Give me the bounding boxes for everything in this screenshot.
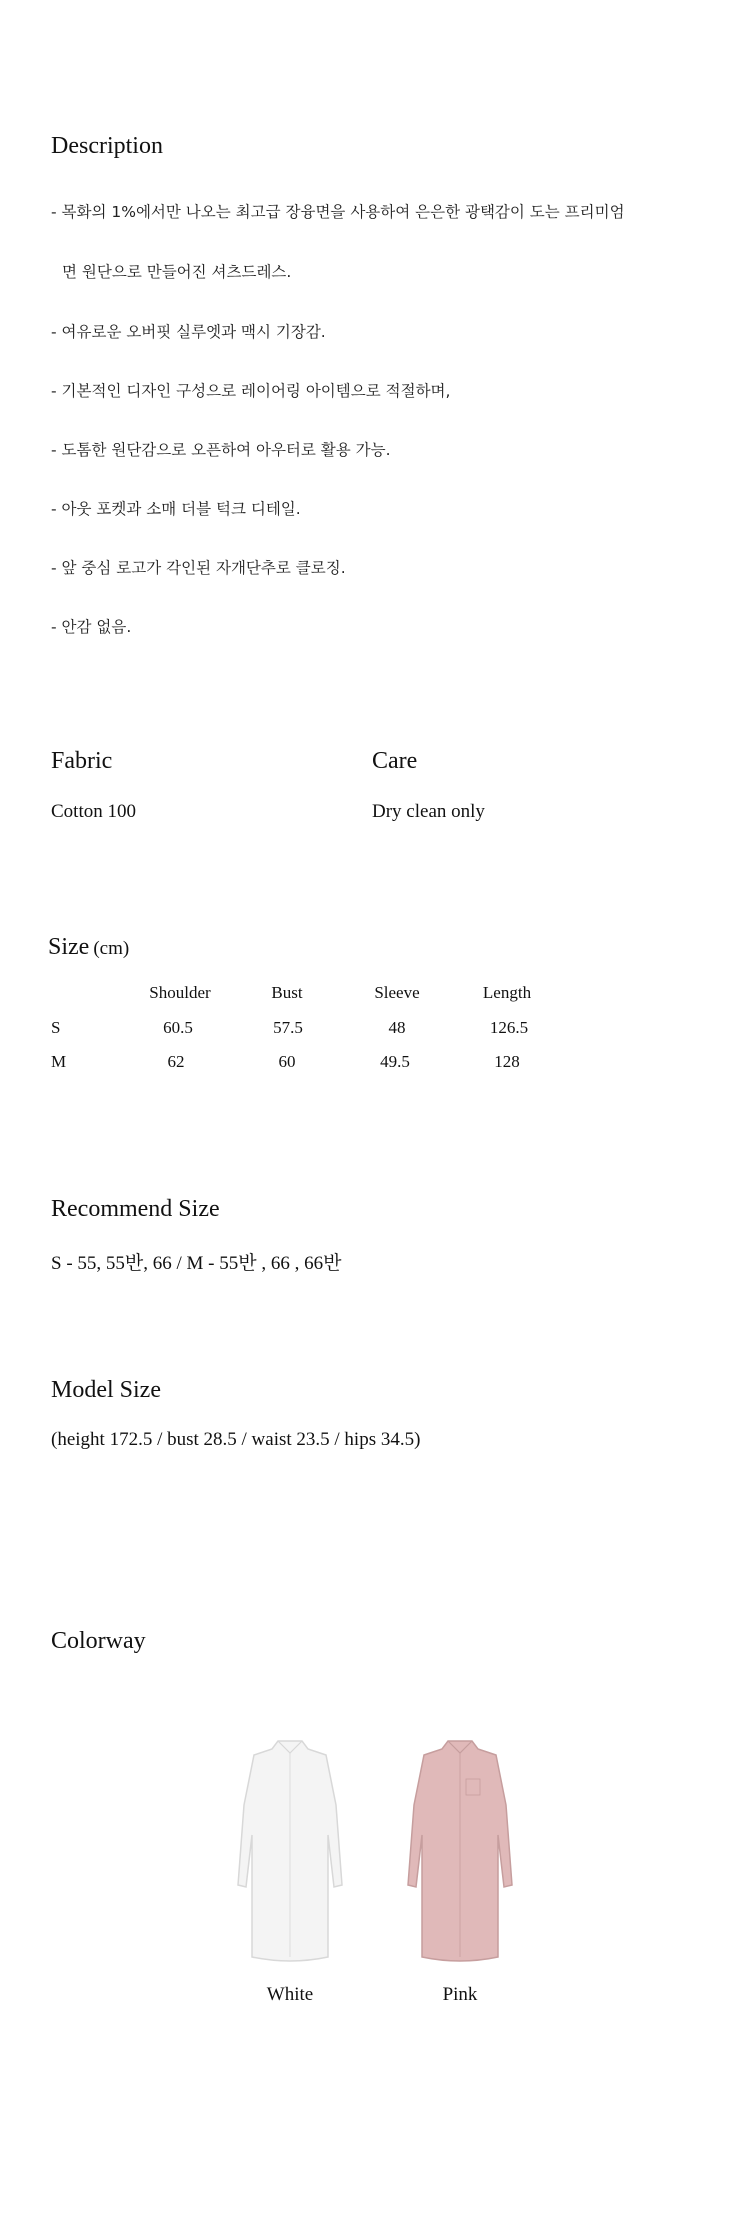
fabric-title: Fabric (51, 748, 113, 774)
size-cell: 57.5 (273, 1018, 303, 1037)
size-header: Shoulder (149, 983, 211, 1002)
description-line: - 도톰한 원단감으로 오픈하여 아우터로 활용 가능. (51, 441, 391, 459)
description-title: Description (51, 133, 163, 159)
size-title: Size (48, 934, 90, 960)
colorway-label-white: White (266, 1984, 314, 2005)
colorway-label-pink: Pink (442, 1984, 478, 2005)
care-title: Care (372, 748, 418, 774)
care-value: Dry clean only (372, 801, 485, 822)
description-line: - 앞 중심 로고가 각인된 자개단추로 클로징. (51, 559, 346, 577)
description-line: - 안감 없음. (51, 618, 132, 636)
size-row-label: M (51, 1052, 67, 1071)
size-cell: 128 (494, 1052, 520, 1071)
model-value: (height 172.5 / bust 28.5 / waist 23.5 / hips 34.5) (51, 1429, 421, 1450)
description-line: - 아웃 포켓과 소매 더블 턱크 디테일. (51, 500, 301, 518)
description-line: 면 원단으로 만들어진 셔츠드레스. (62, 263, 292, 281)
pink-dress-image (400, 1735, 520, 1965)
size-cell: 48 (388, 1018, 406, 1037)
size-cell: 60.5 (163, 1018, 193, 1037)
size-cell: 62 (167, 1052, 185, 1071)
description-line: - 기본적인 디자인 구성으로 레이어링 아이템으로 적절하며, (51, 382, 451, 400)
size-header: Sleeve (374, 983, 420, 1002)
size-header: Bust (271, 983, 303, 1002)
colorway-title: Colorway (51, 1628, 146, 1654)
description-line: - 여유로운 오버핏 실루엣과 맥시 기장감. (51, 323, 326, 341)
size-cell: 49.5 (380, 1052, 410, 1071)
white-dress-image (230, 1735, 350, 1965)
size-cell: 60 (278, 1052, 296, 1071)
description-line: - 목화의 1%에서만 나오는 최고급 장융면을 사용하여 은은한 광택감이 도는 프리미엄 (51, 203, 625, 221)
size-cell: 126.5 (489, 1018, 529, 1037)
recommend-title: Recommend Size (51, 1196, 220, 1222)
size-row-label: S (51, 1018, 61, 1037)
size-header: Length (482, 983, 532, 1002)
fabric-value: Cotton 100 (51, 801, 136, 822)
size-unit: (cm) (93, 938, 130, 959)
model-title: Model Size (51, 1377, 161, 1403)
size-heading (48, 934, 129, 961)
recommend-value: S - 55, 55반, 66 / M - 55반 , 66 , 66반 (51, 1253, 342, 1274)
